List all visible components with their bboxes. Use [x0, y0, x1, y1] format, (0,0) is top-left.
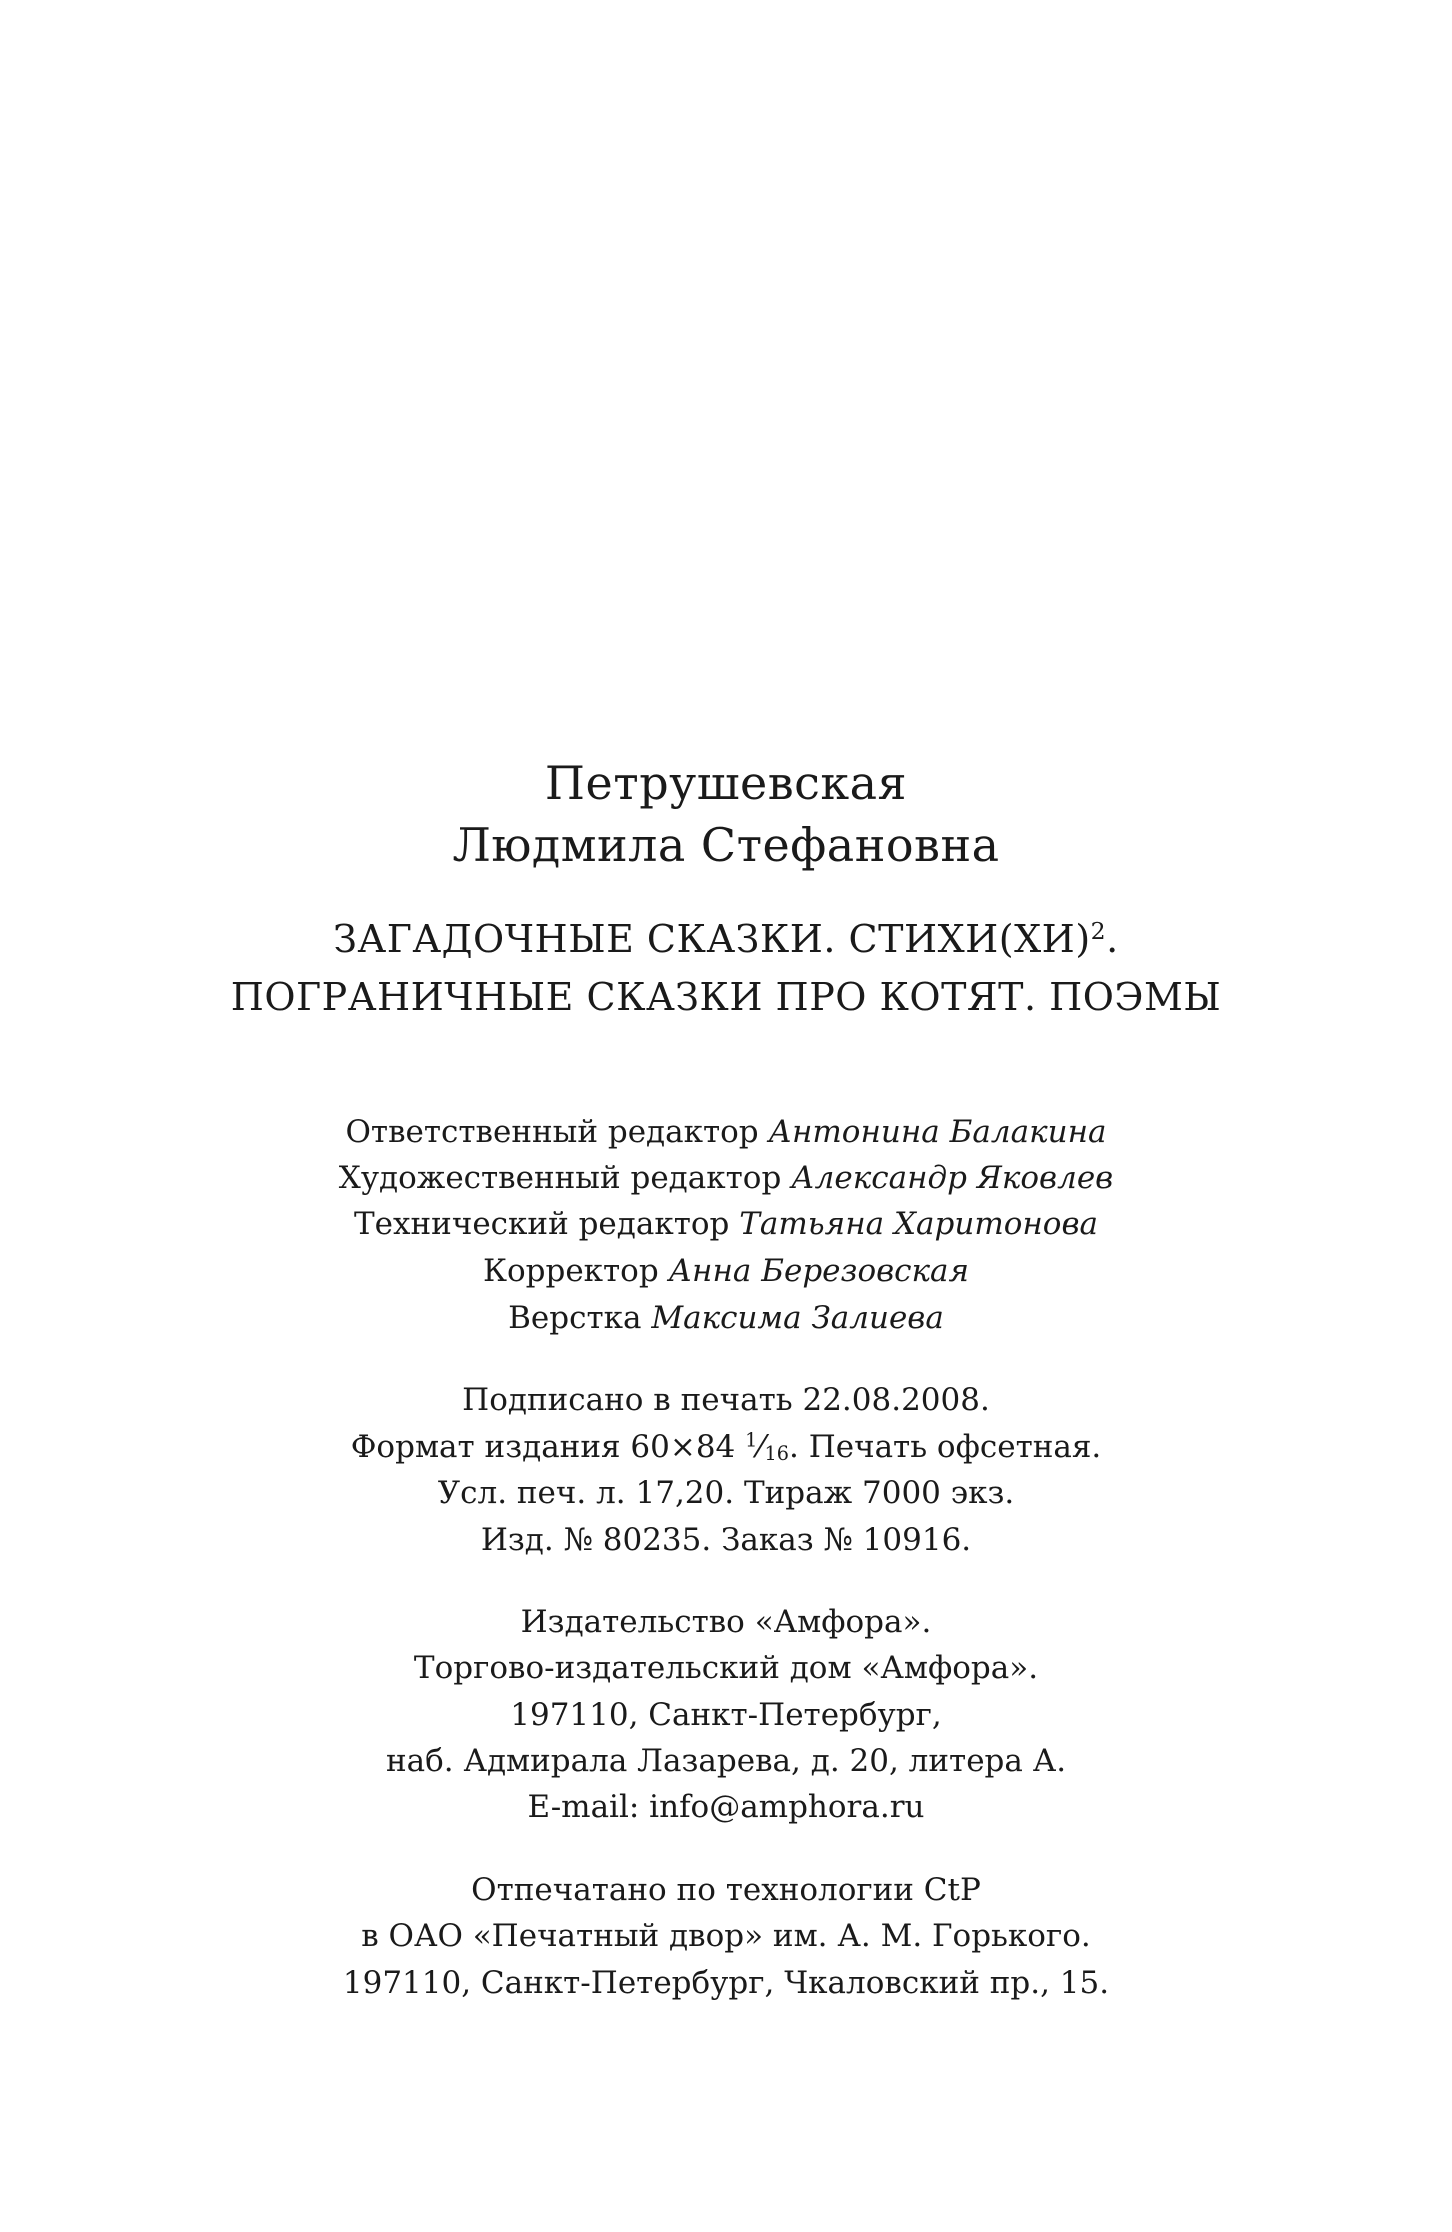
fraction-denominator: 16 [764, 1441, 789, 1465]
book-title-line-1 [0, 917, 1452, 961]
print-format-prefix: Формат издания 60×84 [350, 1429, 746, 1465]
author-surname: Петрушевская [544, 756, 908, 810]
print-format-suffix: . Печать офсетная. [788, 1429, 1102, 1465]
book-title-superscript: 2 [1090, 917, 1107, 946]
author-given-names: Людмила Стефановна [452, 818, 1000, 872]
print-format [0, 1428, 1452, 1465]
print-sheets-run: Усл. печ. л. 17,20. Тираж 7000 экз. [437, 1475, 1015, 1511]
credit-line-layout [0, 1300, 1452, 1336]
credit-role: Технический редактор [354, 1206, 730, 1242]
print-signed-date: Подписано в печать 22.08.2008. [462, 1382, 990, 1418]
publisher-line: 197110, Санкт-Петербург, [510, 1697, 942, 1733]
book-title-line-1-end: . [1106, 917, 1119, 961]
publisher-line: Издательство «Амфора». [520, 1604, 932, 1640]
printer-line: в ОАО «Печатный двор» им. А. М. Горького. [361, 1918, 1091, 1954]
credit-line-art-editor [0, 1160, 1452, 1196]
credit-role: Корректор [482, 1253, 659, 1289]
fraction-numerator: 1 [745, 1428, 758, 1452]
credit-person: Татьяна Харитонова [739, 1206, 1098, 1242]
printer-line: Отпечатано по технологии CtP [471, 1872, 981, 1908]
book-title-line-2: ПОГРАНИЧНЫЕ СКАЗКИ ПРО КОТЯТ. ПОЭМЫ [230, 975, 1222, 1019]
printer-line: 197110, Санкт-Петербург, Чкаловский пр., 15. [342, 1965, 1110, 2001]
credit-role: Ответственный редактор [345, 1114, 759, 1150]
credit-person: Максима Залиева [651, 1300, 944, 1336]
print-order-number: Изд. № 80235. Заказ № 10916. [480, 1522, 972, 1558]
credit-role: Художественный редактор [338, 1160, 782, 1196]
credit-person: Антонина Балакина [768, 1114, 1107, 1150]
credit-person: Александр Яковлев [791, 1160, 1114, 1196]
publisher-line: Торгово-издательский дом «Амфора». [413, 1650, 1039, 1686]
credit-line-proofreader [0, 1253, 1452, 1289]
publisher-line: наб. Адмирала Лазарева, д. 20, литера А. [385, 1743, 1067, 1779]
publisher-email: E-mail: info@amphora.ru [527, 1789, 925, 1825]
credit-line-responsible-editor [0, 1114, 1452, 1150]
print-format-fraction: $^1$⁄16 [745, 1428, 789, 1465]
credit-line-technical-editor [0, 1206, 1452, 1242]
credit-role: Верстка [508, 1300, 642, 1336]
credit-person: Анна Березовская [668, 1253, 970, 1289]
book-title-line-1-text: ЗАГАДОЧНЫЕ СКАЗКИ. СТИХИ(ХИ) [333, 917, 1091, 961]
